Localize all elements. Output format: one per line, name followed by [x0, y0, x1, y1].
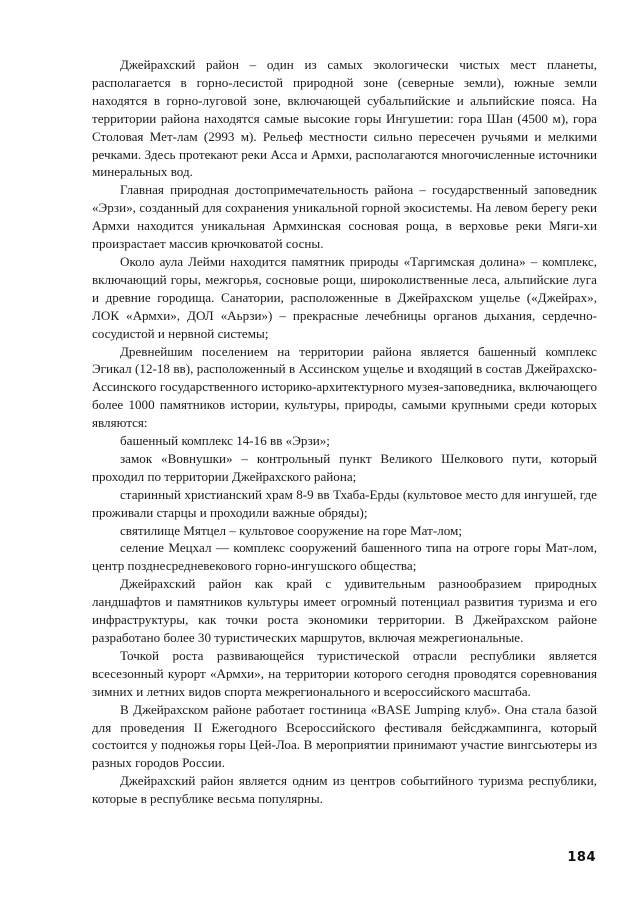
paragraph: В Джейрахском районе работает гостиница «BASE Jumping клуб». Она стала базой для проведения II Ежегодного Всероссийского фестиваля бейсджампинга, который состоится у подножья горы Цей-Лоа. В мероприятии принимают участие вингсьютеры из разных городов России.	[92, 701, 597, 771]
page-number: 184	[567, 850, 596, 865]
paragraph: Джейрахский район – один из самых экологически чистых мест планеты, располагается в горно-лесистой природной зоне (северные земли), южные земли находятся в горно-луговой зоне, включающей субальпийские и альпийские пояса. На территории района находятся самые высокие горы Ингушетии: гора Шан (4500 м), гора Столовая Мет-лам (2993 м). Рельеф местности сильно пересечен ручьями и мелкими речками. Здесь протекают реки Асса и Армхи, располагаются многочисленные источники минеральных вод.	[92, 57, 597, 180]
paragraph: Древнейшим поселением на территории района является башенный комплекс Эгикал (12-18 вв), расположенный в Ассинском ущелье и входящий в состав Джейрахско-Ассинского государственного историко-архитектурного музея-заповедника, включающего более 1000 памятников истории, культуры, природы, самыми крупными среди которых являются:	[92, 343, 597, 431]
list-item: святилище Мятцел – культовое сооружение на горе Мат-лом;	[120, 522, 462, 538]
list-item: башенный комплекс 14-16 вв «Эрзи»;	[120, 433, 330, 449]
paragraph: Около аула Лейми находится памятник природы «Таргимская долина» – комплекс, включающий горы, межгорья, сосновые рощи, широколиственные леса, альпийские луга и древние городища. Санатории, расположенные в Джейрахском ущелье («Джейрах», ЛОК «Армхи», ДОЛ «Аьрзи») – прекрасные лечебницы органов дыхания, сердечно-сосудистой и нервной системы;	[92, 253, 597, 341]
body-text	[92, 56, 597, 808]
paragraph: Главная природная достопримечательность района – государственный заповедник «Эрзи», созданный для сохранения уникальной горной экосистемы. На левом берегу реки Армхи находится уникальная Армхинская сосновая роща, в верховье реки Мяги-хи произрастает массив крючковатой сосны.	[92, 182, 597, 252]
paragraph: Джейрахский район как край с удивительным разнообразием природных ландшафтов и памятников культуры имеет огромный потенциал развития туризма и его инфраструктуры, как точки роста экономики территории. В Джейрахском районе разработано более 30 туристических маршрутов, включая межрегиональные.	[92, 576, 597, 645]
list-item: замок «Вовнушки» – контрольный пункт Великого Шелкового пути, который проходил по территории Джейрахского района;	[92, 450, 597, 484]
paragraph: Джейрахский район является одним из центров событийного туризма республики, которые в республике весьма популярны.	[92, 773, 597, 807]
list-item: старинный христианский храм 8-9 вв Тхаба-Ерды (культовое место для ингушей, где проживали старцы и проходили важные обряды);	[92, 486, 597, 520]
list-item: селение Мецхал — комплекс сооружений башенного типа на отроге горы Мат-лом, центр позднесредневекового горно-ингушского общества;	[92, 540, 597, 574]
paragraph: Точкой роста развивающейся туристической отрасли республики является всесезонный курорт «Армхи», на территории которого сегодня проводятся соревнования зимних и летних видов спорта межрегионального и всероссийского масштаба.	[92, 647, 597, 699]
